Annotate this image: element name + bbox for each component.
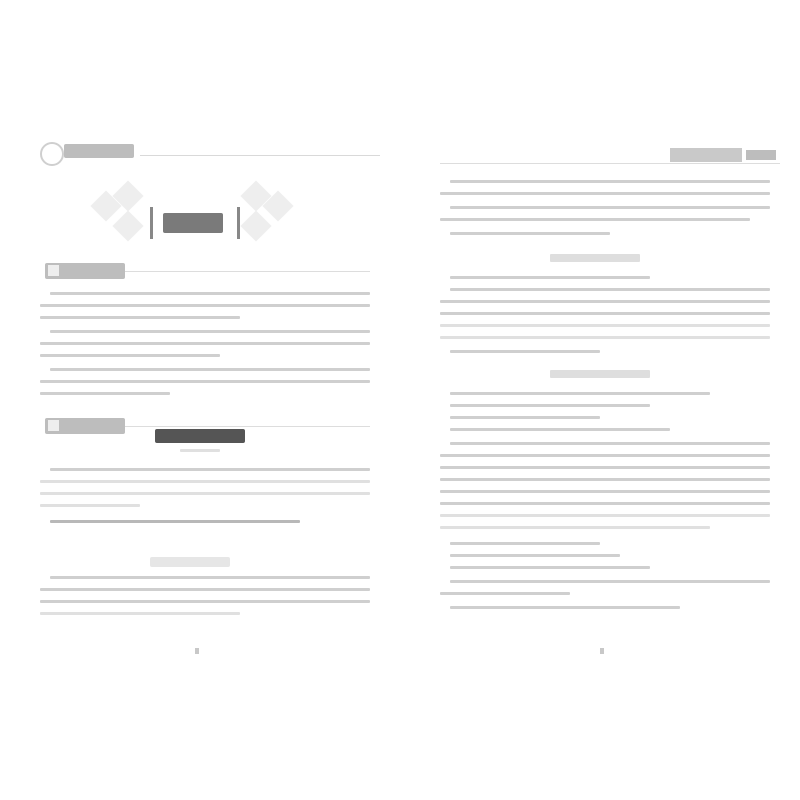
pen-icon [48,420,59,431]
section-tab-intro [45,263,125,279]
author-credit [550,370,650,378]
section-rule [125,426,370,427]
left-page [40,130,380,660]
logo-ring-icon [40,142,64,166]
book-icon [48,265,59,276]
author-credit [550,254,640,262]
section-rule [125,271,370,272]
essay-title [155,429,245,443]
chapter-banner [95,185,285,265]
page-number [195,648,199,654]
header-rule [440,163,780,164]
right-page [440,130,780,660]
page-number [600,648,604,654]
running-header [670,148,780,162]
header-rule [140,155,380,156]
section-tab-sample [45,418,125,434]
sub-heading-banner [150,557,230,567]
series-logo [40,140,160,164]
logo-wordmark [64,144,134,158]
chapter-title [150,207,240,239]
